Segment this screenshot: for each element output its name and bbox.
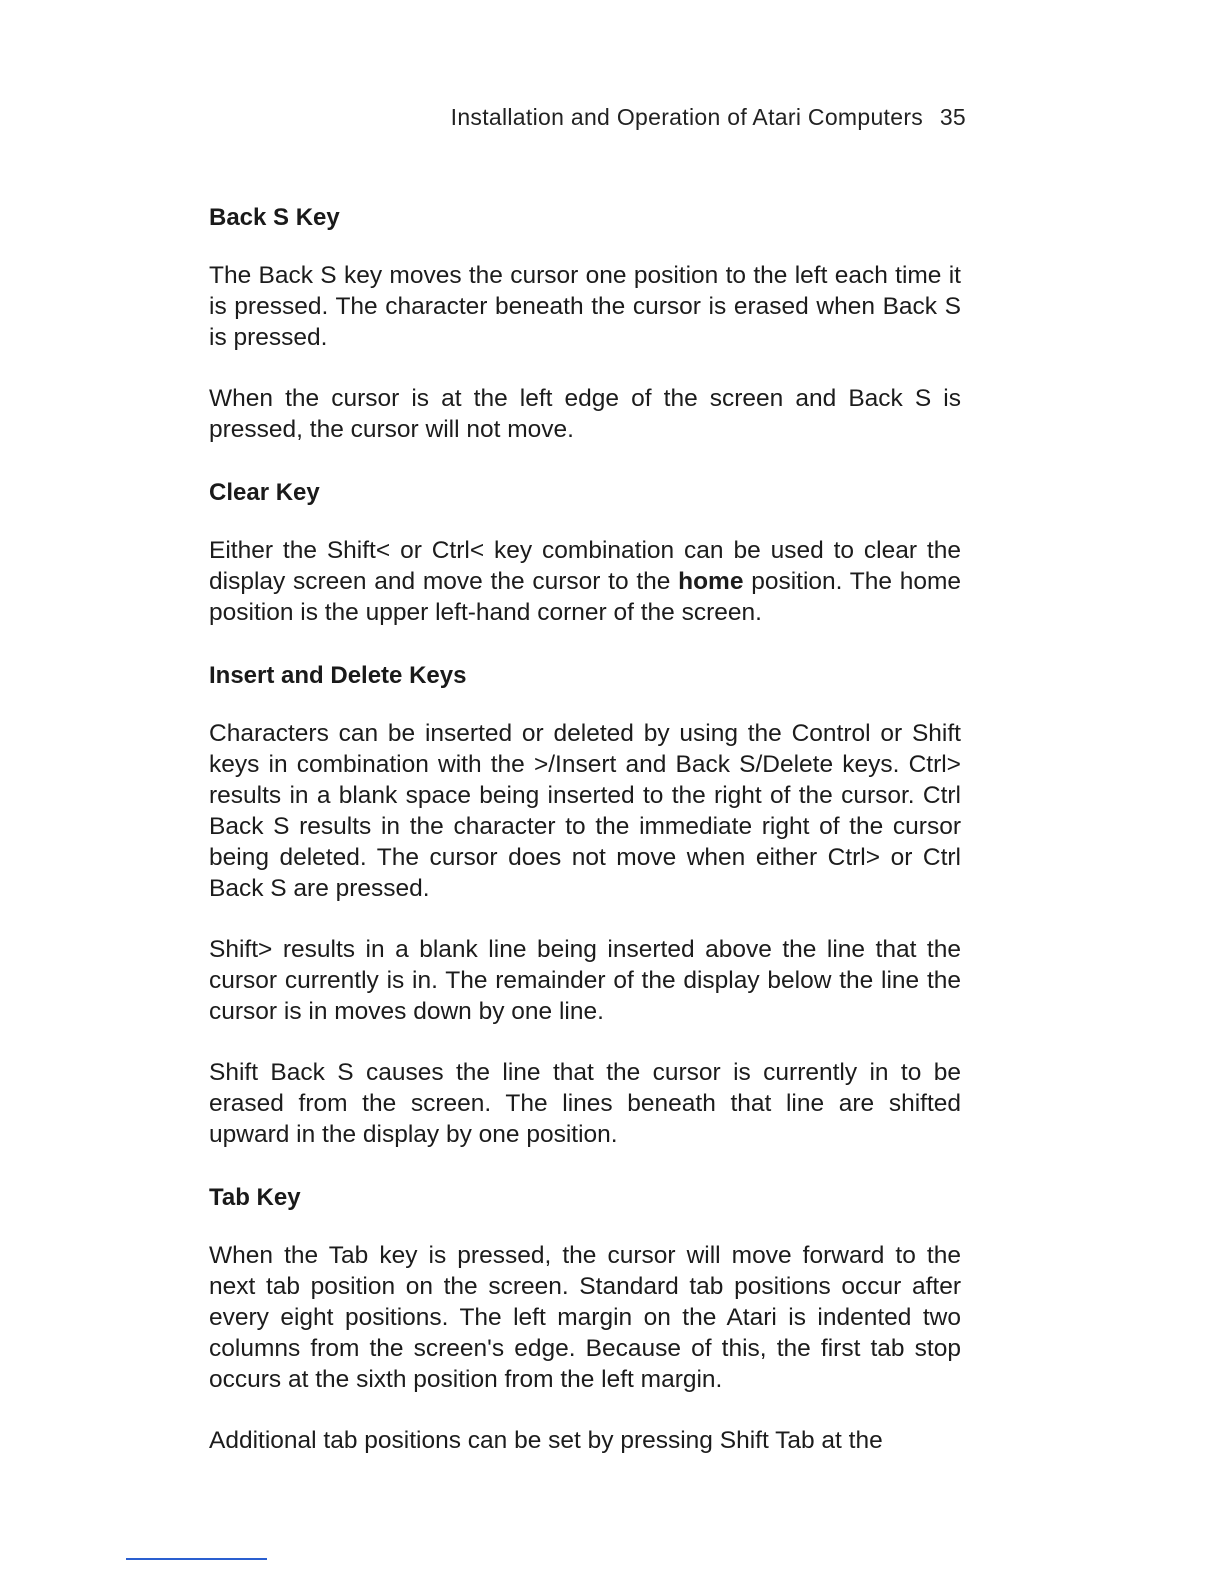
paragraph: [209, 535, 961, 628]
footnote-rule: [126, 1558, 267, 1560]
paragraph: When the Tab key is pressed, the cursor will move forward to the next tab position on the screen. Standard tab positions occur after every eight positions. The left margin on the Atari is indented two columns from the screen's edge. Because of this, the first tab stop occurs at the sixth position from the left margin.: [209, 1242, 961, 1393]
section-heading: Tab Key: [209, 1184, 301, 1211]
running-head: [451, 104, 966, 131]
section-tab-key: [209, 1180, 961, 1456]
paragraph-text: position. The home position is the upper left-hand corner of the screen.: [209, 568, 961, 626]
section-clear-key: [209, 475, 961, 628]
bold-term-home: home: [678, 568, 744, 595]
paragraph: Characters can be inserted or deleted by using the Control or Shift keys in combination with the >/Insert and Back S/Delete keys. Ctrl> results in a blank space being inserted to the right of the cursor. Ctrl Back S results in the character to the immediate right of the cursor being deleted. The cursor does not move when either Ctrl> or Ctrl Back S are pressed.: [209, 720, 961, 902]
section-heading: Insert and Delete Keys: [209, 662, 467, 689]
page-number: 35: [939, 104, 966, 130]
paragraph: Shift> results in a blank line being inserted above the line that the cursor currently is in. The remainder of the display below the line the cursor is in moves down by one line.: [209, 936, 961, 1025]
section-insert-delete-keys: [209, 658, 961, 1150]
page-body: [209, 200, 961, 1456]
section-heading: Back S Key: [209, 204, 340, 231]
paragraph: Additional tab positions can be set by pressing Shift Tab at the: [209, 1427, 883, 1454]
section-heading: Clear Key: [209, 479, 320, 506]
section-back-s-key: [209, 200, 961, 445]
paragraph: The Back S key moves the cursor one position to the left each time it is pressed. The character beneath the cursor is erased when Back S is pressed.: [209, 262, 961, 351]
running-head-title: Installation and Operation of Atari Computers: [450, 104, 924, 130]
paragraph: When the cursor is at the left edge of the screen and Back S is pressed, the cursor will not move.: [209, 385, 961, 443]
paragraph: Shift Back S causes the line that the cursor is currently in to be erased from the screen. The lines beneath that line are shifted upward in the display by one position.: [209, 1059, 961, 1148]
paragraph-text: Either the Shift< or Ctrl< key combination can be used to clear the display screen and move the cursor to the: [209, 537, 961, 595]
